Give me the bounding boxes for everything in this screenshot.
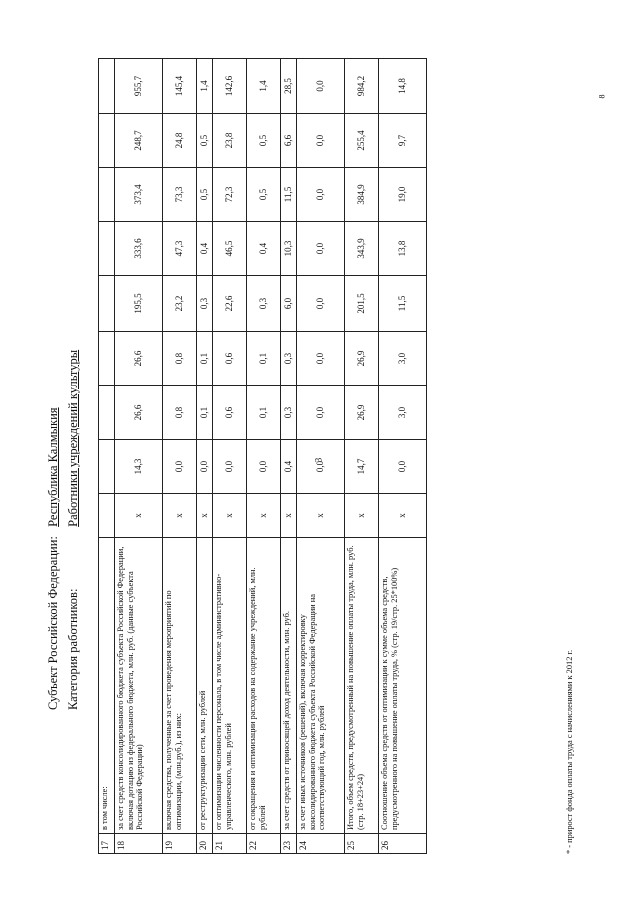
value-cell: 6,6 (281, 114, 297, 168)
value-cell: 3,0 (379, 332, 427, 386)
value-cell: 10,3 (281, 222, 297, 276)
value-cell: 26,9 (345, 332, 379, 386)
page-number: 3 (313, 457, 324, 463)
row-mark: x (297, 494, 345, 538)
value-cell: 0,0 (297, 59, 345, 114)
value-cell: 26,6 (115, 332, 163, 386)
value-cell: 0,8 (163, 332, 197, 386)
table-row (281, 59, 297, 854)
row-mark (99, 494, 115, 538)
table-body (99, 59, 427, 854)
value-cell: 23,2 (163, 276, 197, 332)
table-row (379, 59, 427, 854)
value-cell: 73,3 (163, 168, 197, 222)
value-cell: 26,6 (115, 386, 163, 440)
value-cell (99, 440, 115, 494)
value-cell: 9,7 (379, 114, 427, 168)
value-cell: 984,2 (345, 59, 379, 114)
row-description: от реструктуризации сети, млн. рублей (197, 538, 213, 834)
table-row (297, 59, 345, 854)
value-cell: 0,1 (247, 386, 281, 440)
row-description: от сокращения и оптимизации расходов на содержание учреждений, млн. рублей (247, 538, 281, 834)
value-cell: 46,5 (213, 222, 247, 276)
value-cell: 0,3 (281, 386, 297, 440)
value-cell: 28,5 (281, 59, 297, 114)
value-cell: 24,8 (163, 114, 197, 168)
corner-mark: 8 (597, 94, 607, 99)
value-cell: 19,0 (379, 168, 427, 222)
row-number: 17 (99, 834, 115, 854)
value-cell: 195,5 (115, 276, 163, 332)
value-cell: 0,4 (197, 222, 213, 276)
category-value: Работники учреждений культуры (66, 349, 80, 527)
value-cell: 13,8 (379, 222, 427, 276)
value-cell: 248,7 (115, 114, 163, 168)
value-cell: 955,7 (115, 59, 163, 114)
value-cell: 0,0 (297, 222, 345, 276)
row-mark: x (197, 494, 213, 538)
table-row (247, 59, 281, 854)
value-cell: 0,0 (197, 440, 213, 494)
value-cell: 3,0 (379, 386, 427, 440)
value-cell: 255,4 (345, 114, 379, 168)
row-number: 18 (115, 834, 163, 854)
row-number: 20 (197, 834, 213, 854)
row-number: 25 (345, 834, 379, 854)
value-cell: 0,5 (197, 114, 213, 168)
row-number: 19 (163, 834, 197, 854)
value-cell: 23,8 (213, 114, 247, 168)
value-cell: 0,0 (297, 332, 345, 386)
value-cell: 0,4 (247, 222, 281, 276)
budget-table (98, 58, 427, 854)
value-cell: 14,7 (345, 440, 379, 494)
value-cell: 142,6 (213, 59, 247, 114)
row-mark: x (345, 494, 379, 538)
value-cell: 1,4 (197, 59, 213, 114)
row-number: 26 (379, 834, 427, 854)
value-cell: 0,1 (247, 332, 281, 386)
value-cell: 201,5 (345, 276, 379, 332)
value-cell: 14,3 (115, 440, 163, 494)
value-cell (99, 276, 115, 332)
value-cell: 0,5 (247, 168, 281, 222)
value-cell: 0,0 (213, 440, 247, 494)
table-row (99, 59, 115, 854)
table-row (345, 59, 379, 854)
row-mark: x (163, 494, 197, 538)
value-cell: 0,0 (297, 168, 345, 222)
value-cell: 1,4 (247, 59, 281, 114)
value-cell: 0,3 (281, 332, 297, 386)
value-cell: 0,1 (197, 386, 213, 440)
row-description: Итого, объем средств, предусмотренный на повышение оплаты труда, млн. руб. (стр. 18+23+24) (345, 538, 379, 834)
value-cell: 0,3 (197, 276, 213, 332)
value-cell: 343,9 (345, 222, 379, 276)
value-cell: 72,3 (213, 168, 247, 222)
row-description: включая средства, полученные за счет проведения мероприятий по оптимизации, (млн.руб.), из них: (163, 538, 197, 834)
row-description: за счет средств консолидированного бюджета субъекта Российской Федерации, включая дотацию из федерального бюджета, млн. руб. (данные субъекта Российской Федерации) (115, 538, 163, 834)
row-description: в том числе: (99, 538, 115, 834)
value-cell: 6,0 (281, 276, 297, 332)
row-description: за счет иных источников (решений), включая корректировку консолидированного бюджета субъекта Российской Федерации на соответствующий год, млн. рублей (297, 538, 345, 834)
value-cell (99, 222, 115, 276)
value-cell (99, 59, 115, 114)
value-cell (99, 114, 115, 168)
row-number: 22 (247, 834, 281, 854)
row-mark: x (115, 494, 163, 538)
table-row (163, 59, 197, 854)
table-row (197, 59, 213, 854)
row-description: за счет средств от приносящей доход деятельности, млн. руб. (281, 538, 297, 834)
value-cell: 145,4 (163, 59, 197, 114)
value-cell: 0,8 (163, 386, 197, 440)
value-cell: 11,5 (281, 168, 297, 222)
row-number: 23 (281, 834, 297, 854)
value-cell: 0,0 (247, 440, 281, 494)
row-mark: x (379, 494, 427, 538)
row-number: 24 (297, 834, 345, 854)
table-row (115, 59, 163, 854)
row-description: от оптимизации численности персонала, в том числе административно-управленческого, млн. рублей (213, 538, 247, 834)
value-cell: 0,5 (197, 168, 213, 222)
subject-value: Республика Калмыкия (46, 407, 60, 527)
category-line (66, 350, 81, 710)
value-cell (99, 332, 115, 386)
category-label: Категория работников: (66, 588, 80, 710)
value-cell: 0,0 (163, 440, 197, 494)
value-cell: 47,3 (163, 222, 197, 276)
value-cell (99, 386, 115, 440)
value-cell: 14,8 (379, 59, 427, 114)
value-cell: 0,0 (379, 440, 427, 494)
value-cell: 22,6 (213, 276, 247, 332)
value-cell: 0,0 (297, 440, 345, 494)
value-cell: 0,5 (247, 114, 281, 168)
value-cell: 0,4 (281, 440, 297, 494)
row-mark: x (247, 494, 281, 538)
footnote: * - прирост фонда оплаты труда с начислениями к 2012 г. (565, 649, 574, 854)
row-number: 21 (213, 834, 247, 854)
rotated-page-content (42, 45, 597, 860)
value-cell: 333,6 (115, 222, 163, 276)
value-cell: 0,3 (247, 276, 281, 332)
row-mark: x (281, 494, 297, 538)
value-cell: 0,0 (297, 276, 345, 332)
row-mark: x (213, 494, 247, 538)
value-cell: 373,4 (115, 168, 163, 222)
value-cell: 384,9 (345, 168, 379, 222)
row-description: Соотношение объема средств от оптимизации к сумме объема средств, предусмотренного на повышение оплаты труда, % (стр. 19/стр. 25*100%) (379, 538, 427, 834)
value-cell: 26,9 (345, 386, 379, 440)
value-cell: 0,6 (213, 332, 247, 386)
subject-line (46, 407, 61, 710)
subject-label: Субъект Российской Федерации: (46, 536, 60, 710)
value-cell (99, 168, 115, 222)
value-cell: 11,5 (379, 276, 427, 332)
value-cell: 0,1 (197, 332, 213, 386)
value-cell: 0,0 (297, 114, 345, 168)
table-row (213, 59, 247, 854)
value-cell: 0,0 (297, 386, 345, 440)
value-cell: 0,6 (213, 386, 247, 440)
